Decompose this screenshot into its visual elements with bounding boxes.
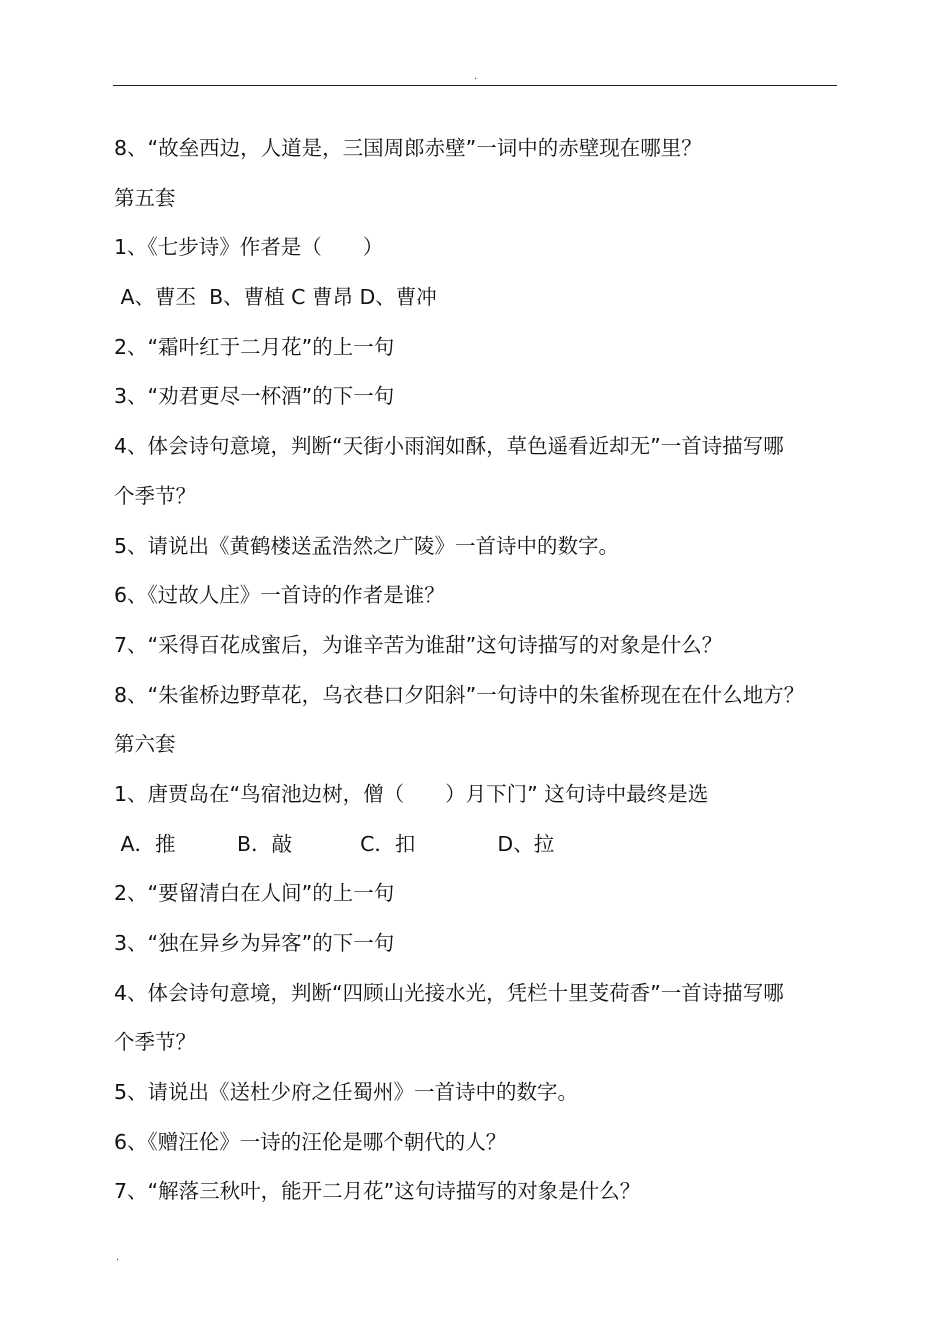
question-line: 2、“要留清白在人间”的上一句 xyxy=(114,881,395,906)
footer-mark: . xyxy=(116,1252,120,1263)
question-line: 3、“劝君更尽一杯酒”的下一句 xyxy=(114,384,395,409)
question-line: 7、“解落三秋叶，能开二月花”这句诗描写的对象是什么？ xyxy=(114,1179,641,1204)
question-line: 8、“朱雀桥边野草花，乌衣巷口夕阳斜”一句诗中的朱雀桥现在在什么地方？ xyxy=(114,682,805,707)
question-line: 2、“霜叶红于二月花”的上一句 xyxy=(114,334,395,359)
question-line: 3、“独在异乡为异客”的下一句 xyxy=(114,931,395,955)
question-line: 8、“故垒西边，人道是，三国周郎赤壁”一词中的赤壁现在哪里？ xyxy=(114,136,702,160)
question-line: 4、体会诗句意境，判断“天街小雨润如酥，草色遥看近却无”一首诗描写哪 xyxy=(114,434,784,459)
question-line-continuation: 个季节？ xyxy=(114,1030,196,1055)
section-heading: 第六套 xyxy=(114,732,176,757)
question-line: 5、请说出《送杜少府之任蜀州》一首诗中的数字。 xyxy=(114,1080,579,1105)
header-rule xyxy=(113,85,837,86)
question-line: 6、《赠汪伦》一诗的汪伦是哪个朝代的人？ xyxy=(114,1129,507,1154)
question-line: 1、《七步诗》作者是（ ） xyxy=(114,235,384,260)
document-body xyxy=(114,124,894,1217)
question-line: 7、“采得百花成蜜后，为谁辛苦为谁甜”这句诗描写的对象是什么？ xyxy=(114,632,723,657)
question-line-continuation: 个季节？ xyxy=(114,483,196,508)
question-line: 4、体会诗句意境，判断“四顾山光接水光，凭栏十里芰荷香”一首诗描写哪 xyxy=(114,980,784,1005)
question-line: 5、请说出《黄鹤楼送孟浩然之广陵》一首诗中的数字。 xyxy=(114,533,620,558)
answer-options: A、曹丕 B、曹植 C 曹昂 D、曹冲 xyxy=(114,285,437,310)
question-line: 1、唐贾岛在“鸟宿池边树，僧（ ）月下门” 这句诗中最终是选 xyxy=(114,781,709,806)
question-line: 6、《过故人庄》一首诗的作者是谁？ xyxy=(114,583,445,608)
answer-options: A．推 B．敲 C．扣 D、拉 xyxy=(114,831,555,856)
header-mark: . xyxy=(474,71,478,82)
section-heading: 第五套 xyxy=(114,185,176,210)
